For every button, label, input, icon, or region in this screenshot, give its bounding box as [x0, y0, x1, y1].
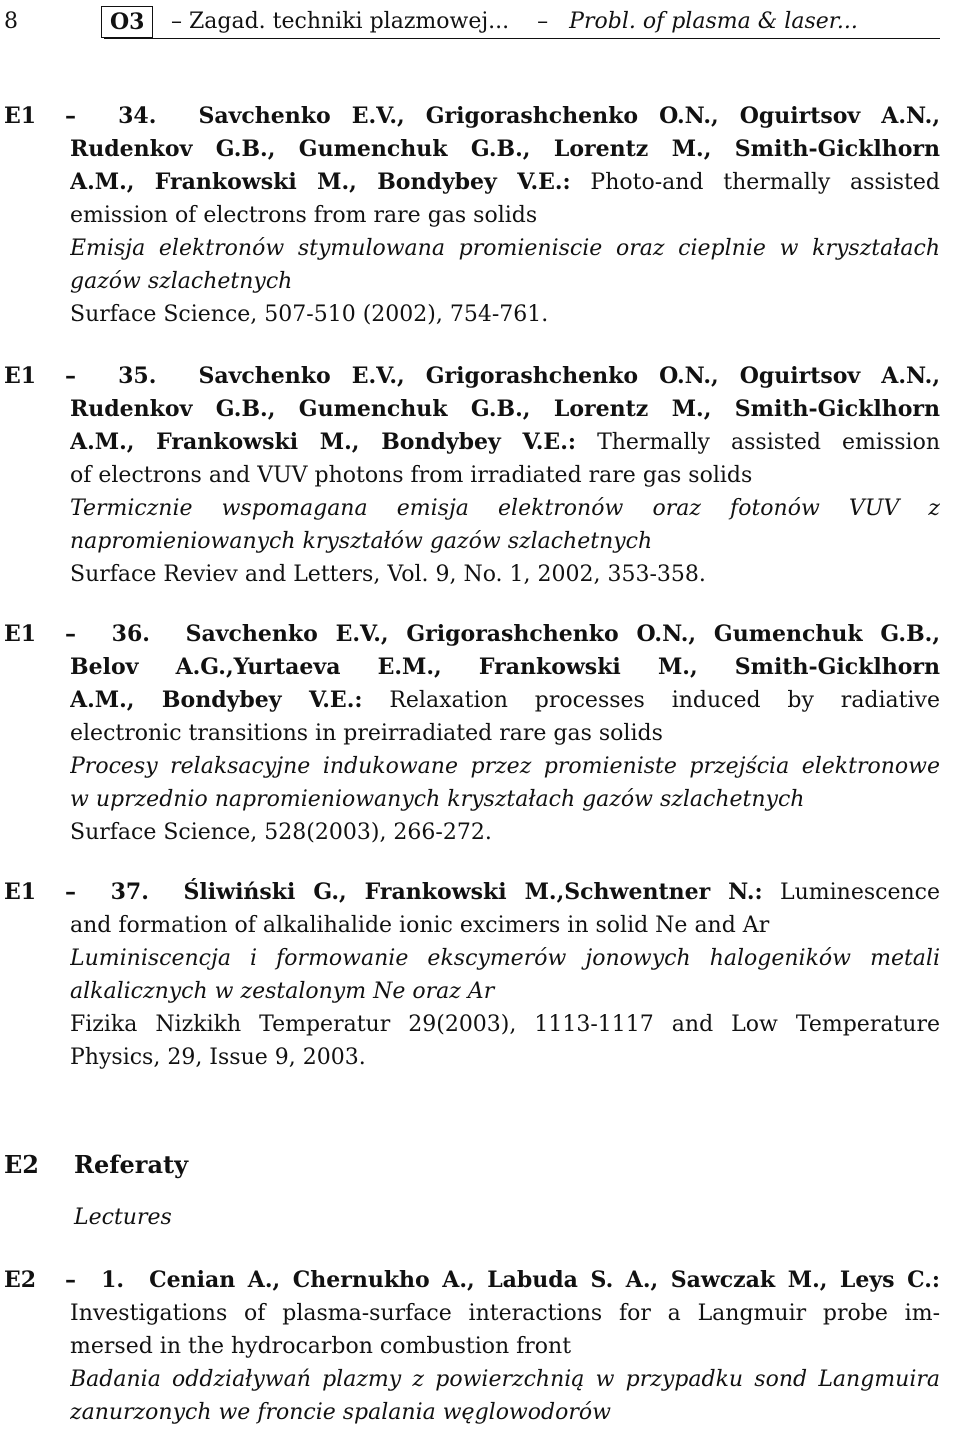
running-header: [4, 4, 940, 40]
entry-number: 1.: [101, 1267, 125, 1293]
entry-source: Surface Reviev and Letters, Vol. 9, No. 1, 2002, 353-358.: [70, 562, 706, 587]
entry-number: 37.: [110, 879, 149, 905]
header-separator: –: [537, 9, 549, 34]
lecture-entry: [4, 1264, 940, 1429]
entry-dash: –: [65, 363, 76, 389]
entry-title-en: Relaxation processes induced by radiative: [389, 688, 940, 713]
section-code: E2: [4, 1150, 39, 1179]
entry-title-en: mersed in the hydrocarbon combustion front: [70, 1334, 572, 1359]
entry-authors-line: Belov A.G.,Yurtaeva E.M., Frankowski M., Smith-Gicklhorn: [70, 654, 940, 680]
entry-title-pl: Emisja elektronów stymulowana promieniscie oraz cieplnie w kryształach: [70, 236, 940, 261]
entry-authors-title-line: [70, 166, 940, 199]
entry-source: Fizika Nizkikh Temperatur 29(2003), 1113-1117 and Low Temperature: [70, 1012, 940, 1037]
entry-title-pl: alkalicznych w zestalonym Ne oraz Ar: [70, 979, 495, 1004]
publication-entry: [4, 100, 940, 331]
entry-title-en: and formation of alkalihalide ionic excimers in solid Ne and Ar: [70, 913, 770, 938]
entry-title-en: electronic transitions in preirradiated rare gas solids: [70, 721, 663, 746]
entry-authors-title-line: [70, 426, 940, 459]
entry-heading: [4, 100, 940, 133]
entry-title-en: Thermally assisted emission: [597, 430, 940, 455]
entry-dash: –: [65, 1267, 76, 1293]
entry-authors-line: Rudenkov G.B., Gumenchuk G.B., Lorentz M., Smith-Gicklhorn: [70, 136, 940, 162]
entry-dash: –: [65, 879, 76, 905]
entry-authors-line: Rudenkov G.B., Gumenchuk G.B., Lorentz M., Smith-Gicklhorn: [70, 396, 940, 422]
entry-title-pl: Luminiscencja i formowanie ekscymerów jonowych halogeników metali: [70, 946, 940, 971]
entry-title-pl: Procesy relaksacyjne indukowane przez promieniste przejścia elektronowe: [70, 754, 940, 779]
page-number: 8: [4, 9, 18, 34]
entry-authors: Savchenko E.V., Grigorashchenko O.N., Gumenchuk G.B.,: [185, 621, 940, 647]
entry-label: E1: [4, 103, 37, 129]
entry-title-en: Investigations of plasma-surface interactions for a Langmuir probe im-: [70, 1301, 940, 1326]
entry-heading: [4, 876, 940, 909]
entry-source: Surface Science, 528(2003), 266-272.: [70, 820, 492, 845]
entry-authors: Savchenko E.V., Grigorashchenko O.N., Oguirtsov A.N.,: [198, 363, 940, 389]
entry-heading: [4, 1264, 940, 1297]
entry-label: E2: [4, 1267, 37, 1293]
entry-authors: Savchenko E.V., Grigorashchenko O.N., Oguirtsov A.N.,: [198, 103, 940, 129]
entry-label: E1: [4, 621, 37, 647]
entry-label: E1: [4, 363, 37, 389]
header-title-pl: – Zagad. techniki plazmowej...: [171, 9, 510, 34]
entry-number: 35.: [118, 363, 157, 389]
entry-heading: [4, 360, 940, 393]
header-title-en: Probl. of plasma & laser...: [569, 9, 858, 34]
entry-title-en: of electrons and VUV photons from irradiated rare gas solids: [70, 463, 753, 488]
entry-dash: –: [65, 103, 76, 129]
entry-authors: A.M., Frankowski M., Bondybey V.E.:: [70, 169, 571, 195]
header-rule: [104, 38, 940, 39]
publication-entry: [4, 876, 940, 1074]
header-title: [171, 4, 858, 40]
entry-source: Physics, 29, Issue 9, 2003.: [70, 1045, 366, 1070]
entry-number: 34.: [118, 103, 157, 129]
entry-authors: Śliwiński G., Frankowski M.,Schwentner N.:: [183, 879, 763, 905]
entry-heading: [4, 618, 940, 651]
entry-title-pl: Termicznie wspomagana emisja elektronów oraz fotonów VUV z: [70, 496, 940, 521]
entry-authors: A.M., Bondybey V.E.:: [70, 687, 363, 713]
entry-authors-title-line: [70, 684, 940, 717]
entry-authors: Cenian A., Chernukho A., Labuda S. A., Sawczak M., Leys C.:: [149, 1267, 940, 1293]
entry-label: E1: [4, 879, 37, 905]
entry-dash: –: [65, 621, 76, 647]
entry-title-pl: napromieniowanych kryształów gazów szlachetnych: [70, 529, 653, 554]
entry-title-pl: w uprzednio napromieniowanych kryształach gazów szlachetnych: [70, 787, 805, 812]
section-code-box: O3: [101, 6, 153, 38]
publication-entry: [4, 360, 940, 591]
entry-title-en: Luminescence: [779, 880, 940, 905]
entry-title-en: emission of electrons from rare gas solids: [70, 203, 538, 228]
publication-entry: [4, 618, 940, 849]
entry-source: Surface Science, 507-510 (2002), 754-761.: [70, 302, 549, 327]
entry-number: 36.: [111, 621, 150, 647]
entry-authors: A.M., Frankowski M., Bondybey V.E.:: [70, 429, 576, 455]
entry-title-pl: Badania oddziaływań plazmy z powierzchnią w przypadku sond Langmuira: [70, 1367, 940, 1392]
entry-title-en: Photo-and thermally assisted: [590, 170, 940, 195]
section-title: Referaty: [74, 1150, 189, 1179]
section-subtitle: Lectures: [74, 1205, 172, 1230]
entry-title-pl: gazów szlachetnych: [70, 269, 293, 294]
entry-title-pl: zanurzonych we froncie spalania węglowodorów: [70, 1400, 611, 1425]
